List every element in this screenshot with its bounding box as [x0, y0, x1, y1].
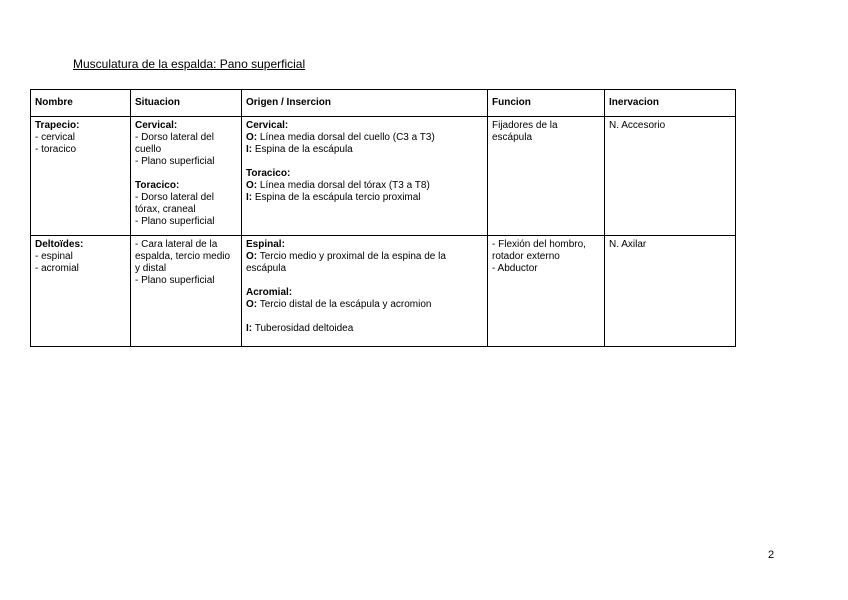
- cell-inervacion-trapecio: N. Accesorio: [605, 117, 736, 236]
- insertion-label: I:: [246, 323, 253, 334]
- cell-situacion-trapecio: [131, 117, 242, 236]
- cell-nombre-trapecio: [31, 117, 131, 236]
- cell-funcion-trapecio: Fijadores de la escápula: [488, 117, 605, 236]
- insertion-line: [246, 323, 483, 335]
- page-number: 2: [768, 549, 775, 561]
- header-situacion: Situacion: [131, 90, 242, 117]
- origin-label: O:: [246, 251, 258, 262]
- insertion-text: Espina de la escápula: [252, 144, 353, 155]
- muscle-part: - cervical: [35, 132, 76, 143]
- funcion-line: - Flexión del hombro, rotador externo: [492, 239, 586, 262]
- situacion-line: - Plano superficial: [135, 156, 215, 167]
- situacion-line: - Plano superficial: [135, 216, 215, 227]
- section-label: Espinal:: [246, 239, 285, 250]
- situacion-line: - Cara lateral de la espalda, tercio medio y distal: [135, 239, 231, 274]
- header-inervacion: Inervacion: [605, 90, 736, 117]
- cell-funcion-deltoides: [488, 236, 605, 347]
- funcion-line: - Abductor: [492, 263, 538, 274]
- muscle-part: - acromial: [35, 263, 79, 274]
- muscle-part: - toracico: [35, 144, 77, 155]
- table-row-trapecio: [31, 117, 736, 236]
- table-row-deltoides: [31, 236, 736, 347]
- insertion-line: [246, 192, 483, 204]
- header-funcion: Funcion: [488, 90, 605, 117]
- origin-text: Tercio distal de la escápula y acromion: [257, 299, 432, 310]
- cell-origen-trapecio: [242, 117, 488, 236]
- origin-line: [246, 132, 483, 144]
- table-header-row: [31, 90, 736, 117]
- cell-origen-deltoides: [242, 236, 488, 347]
- muscle-name: Trapecio:: [35, 120, 80, 131]
- insertion-label: I:: [246, 192, 253, 203]
- situacion-line: - Dorso lateral del cuello: [135, 132, 214, 155]
- muscle-name: Deltoïdes:: [35, 239, 84, 250]
- origin-text: Línea media dorsal del cuello (C3 a T3): [257, 132, 435, 143]
- cell-situacion-deltoides: [131, 236, 242, 347]
- insertion-text: Tuberosidad deltoidea: [252, 323, 354, 334]
- insertion-text: Espina de la escápula tercio proximal: [252, 192, 421, 203]
- origin-text: Línea media dorsal del tórax (T3 a T8): [257, 180, 430, 191]
- insertion-line: [246, 144, 483, 156]
- cell-inervacion-deltoides: N. Axilar: [605, 236, 736, 347]
- origin-label: O:: [246, 299, 258, 310]
- origin-line: [246, 180, 483, 192]
- section-label: Cervical:: [135, 120, 178, 131]
- situacion-line: - Plano superficial: [135, 275, 215, 286]
- origin-line: [246, 299, 483, 311]
- muscle-table: [30, 89, 736, 347]
- header-origen-insercion: Origen / Insercion: [242, 90, 488, 117]
- document-title: Musculatura de la espalda: Pano superficial: [73, 57, 306, 71]
- muscle-part: - espinal: [35, 251, 73, 262]
- origin-line: [246, 251, 483, 275]
- origin-label: O:: [246, 132, 258, 143]
- cell-nombre-deltoides: [31, 236, 131, 347]
- insertion-label: I:: [246, 144, 253, 155]
- section-label: Cervical:: [246, 120, 289, 131]
- section-label: Toracico:: [246, 168, 291, 179]
- situacion-line: - Dorso lateral del tórax, craneal: [135, 192, 214, 215]
- origin-text: Tercio medio y proximal de la espina de la escápula: [246, 251, 446, 274]
- header-nombre: Nombre: [31, 90, 131, 117]
- origin-label: O:: [246, 180, 258, 191]
- section-label: Acromial:: [246, 287, 293, 298]
- section-label: Toracico:: [135, 180, 180, 191]
